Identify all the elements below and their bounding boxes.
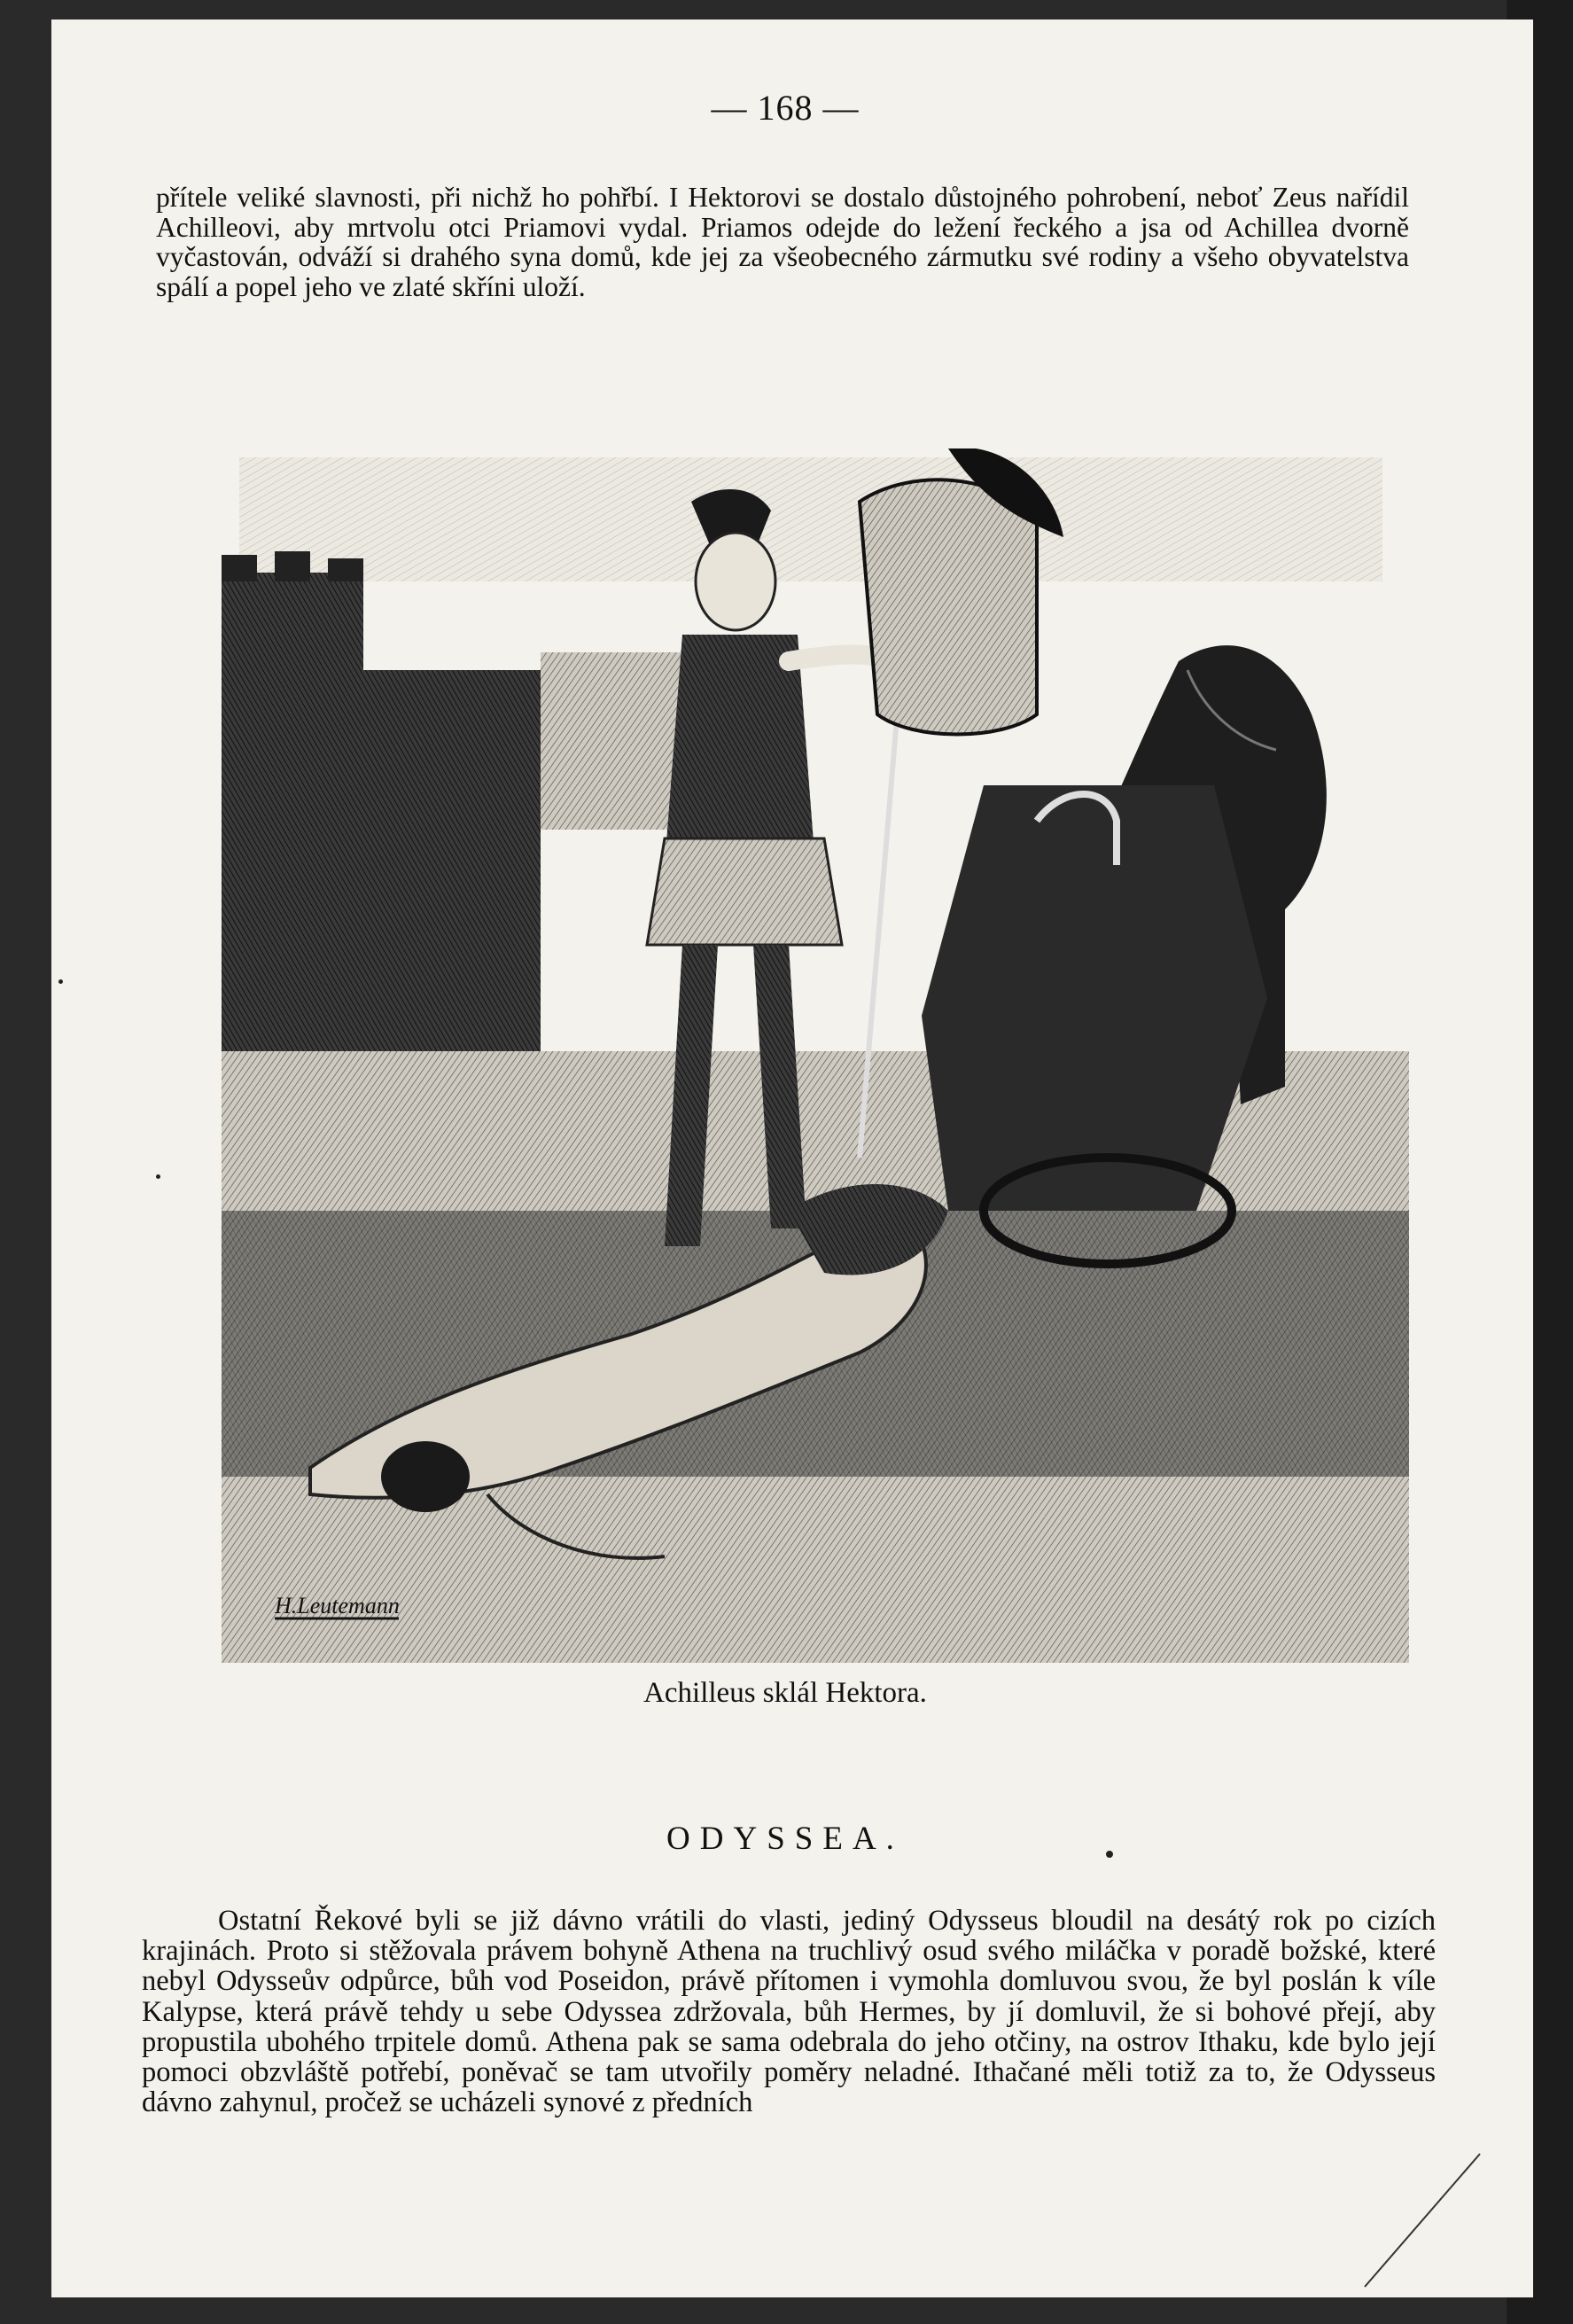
speck	[156, 1174, 160, 1179]
paragraph-bottom: Ostatní Řekové byli se již dávno vrátili do vlasti, jediný Odysseus bloudil na desátý rok po cizích krajinách. Proto si stěžovala právem bohyně Athena na truchlivý osud svého miláčka v poradě božské, které nebyl Odysseův odpůrce, bůh vod Poseidon, právě přítomen i vymohla domluvou svou, že byl poslán k víle Kalypse, která právě tehdy u sebe Odyssea zdržovala, bůh Hermes, by jí domluvil, že si bohové přejí, aby propustila ubohého trpitele domů. Athena pak se sama odebrala do jeho otčiny, na ostrov Ithaku, kde bylo její pomoci obzvláště potřebí, poněvač se tam utvořily poměry neladné. Ithačané měli totiž za to, že Odysseus dávno zahynul, pročež se ucházeli synové z předních	[142, 1905, 1436, 2119]
sky-lines	[239, 457, 1382, 581]
illustration-caption: Achilleus sklál Hektora.	[643, 1677, 927, 1709]
corner-tear-line	[1347, 2145, 1489, 2296]
section-heading: ODYSSEA.	[666, 1821, 904, 1857]
illustration-signature: H.Leutemann	[275, 1593, 400, 1618]
speck	[1106, 1851, 1113, 1858]
illustration-achilles-hector	[222, 448, 1409, 1663]
paragraph-top: přítele veliké slavnosti, při nichž ho pohřbí. I Hektorovi se dostalo důstojného pohrobení, neboť Zeus nařídil Achilleovi, aby mrtvolu otci Priamovi vydal. Priamos odejde do ležení řeckého a jsa od Achillea dvorně vyčastován, odváží si drahého syna domů, kde jej za všeobecného zármutku své rodiny a všeho obyvatelstva spálí a popel jeho ve zlaté skříni uloží.	[156, 182, 1409, 302]
city-wall-tower	[222, 551, 682, 1051]
page-number: — 168 —	[711, 88, 860, 128]
shield-helmet	[860, 448, 1063, 735]
speck	[58, 979, 63, 984]
